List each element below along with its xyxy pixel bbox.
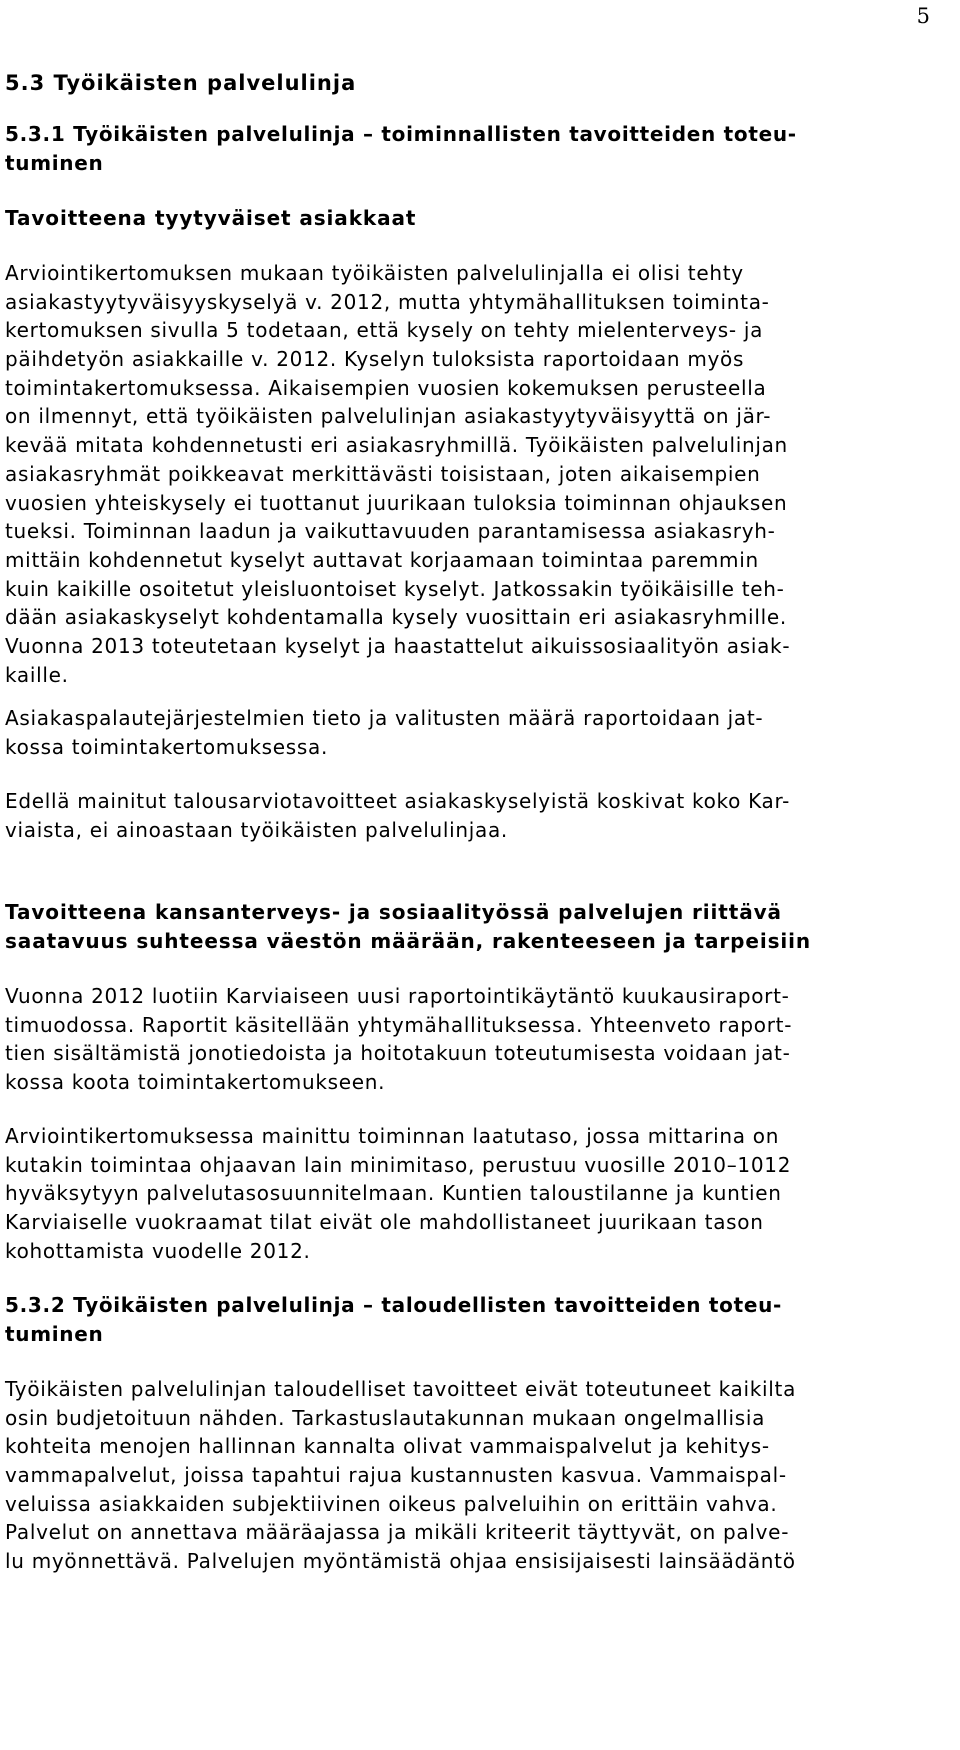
paragraph-line: veluissa asiakkaiden subjektiivinen oikeus palveluihin on erittäin vahva. [5, 1491, 778, 1516]
paragraph-line: mittäin kohdennetut kyselyt auttavat korjaamaan toimintaa paremmin [5, 547, 759, 572]
subsection-2-title-line: tuminen [5, 1322, 104, 1346]
paragraph-line: kutakin toimintaa ohjaavan lain minimitaso, perustuu vuosille 2010–1012 [5, 1152, 792, 1177]
paragraph-line: tueksi. Toiminnan laadun ja vaikuttavuuden parantamisessa asiakasryh- [5, 519, 776, 544]
goal-2-heading-line: Tavoitteena kansanterveys- ja sosiaalityössä palvelujen riittävä [5, 900, 782, 924]
paragraph-line: kossa koota toimintakertomukseen. [5, 1070, 386, 1095]
paragraph-line: Työikäisten palvelulinjan taloudelliset tavoitteet eivät toteutuneet kaikilta [5, 1377, 797, 1401]
paragraph-line: kohottamista vuodelle 2012. [5, 1238, 311, 1263]
subsection-1-title-line: 5.3.1 Työikäisten palvelulinja – toiminnallisten tavoitteiden toteu- [5, 122, 797, 146]
subsection-2-heading [5, 1291, 782, 1349]
page-number: 5 [916, 4, 930, 28]
paragraph-line: Arviointikertomuksessa mainittu toiminnan laatutaso, jossa mittarina on [5, 1124, 780, 1148]
paragraph-line: vuosien yhteiskysely ei tuottanut juurikaan tuloksia toiminnan ohjauksen [5, 490, 788, 515]
paragraph-line: Arviointikertomuksen mukaan työikäisten palvelulinjalla ei olisi tehty [5, 261, 744, 285]
paragraph-line: kevää mitata kohdennetusti eri asiakasryhmillä. Työikäisten palvelulinjan [5, 433, 788, 458]
paragraph-2 [5, 704, 763, 761]
paragraph-line: asiakastyytyväisyyskyselyä v. 2012, mutta yhtymähallituksen toiminta- [5, 289, 770, 314]
section-heading: 5.3 Työikäisten palvelulinja [5, 71, 357, 95]
paragraph-line: kuin kaikille osoitetut yleisluontoiset kyselyt. Jatkossakin työikäisille teh- [5, 576, 785, 601]
paragraph-line: kaille. [5, 662, 69, 687]
paragraph-line: Vuonna 2013 toteutetaan kyselyt ja haastattelut aikuissosiaalityön asiak- [5, 633, 791, 658]
paragraph-line: dään asiakaskyselyt kohdentamalla kysely vuosittain eri asiakasryhmille. [5, 605, 787, 630]
paragraph-line: on ilmennyt, että työikäisten palvelulinjan asiakastyytyväisyyttä on jär- [5, 404, 772, 429]
paragraph-line: osin budjetoituun nähden. Tarkastuslautakunnan mukaan ongelmallisia [5, 1405, 766, 1430]
subsection-2-title-line: 5.3.2 Työikäisten palvelulinja – taloudellisten tavoitteiden toteu- [5, 1293, 783, 1317]
paragraph-line: Karviaiselle vuokraamat tilat eivät ole mahdollistaneet juurikaan tason [5, 1210, 764, 1235]
goal-2-heading [5, 898, 811, 956]
paragraph-4 [5, 982, 792, 1097]
paragraph-line: kohteita menojen hallinnan kannalta olivat vammaispalvelut ja kehitys- [5, 1434, 770, 1459]
paragraph-1 [5, 259, 790, 689]
paragraph-line: lu myönnettävä. Palvelujen myöntämistä ohjaa ensisijaisesti lainsäädäntö [5, 1549, 796, 1574]
subsection-1-title-line: tuminen [5, 151, 104, 175]
paragraph-3 [5, 787, 790, 844]
paragraph-line: tien sisältämistä jonotiedoista ja hoitotakuun toteutumisesta voidaan jat- [5, 1041, 791, 1066]
goal-2-heading-line: saatavuus suhteessa väestön määrään, rakenteeseen ja tarpeisiin [5, 929, 812, 953]
paragraph-line: hyväksytyyn palvelutasosuunnitelmaan. Kuntien taloustilanne ja kuntien [5, 1181, 782, 1206]
paragraph-line: kertomuksen sivulla 5 todetaan, että kysely on tehty mielenterveys- ja [5, 318, 764, 343]
paragraph-line: Edellä mainitut talousarviotavoitteet asiakaskyselyistä koskivat koko Kar- [5, 789, 791, 813]
paragraph-line: Palvelut on annettava määräajassa ja mikäli kriteerit täyttyvät, on palve- [5, 1520, 790, 1545]
paragraph-line: vammapalvelut, joissa tapahtui rajua kustannusten kasvua. Vammaispal- [5, 1463, 787, 1488]
subsection-1-heading [5, 120, 797, 178]
paragraph-5 [5, 1122, 791, 1265]
goal-1-heading: Tavoitteena tyytyväiset asiakkaat [5, 206, 417, 230]
paragraph-6 [5, 1375, 796, 1576]
paragraph-line: Vuonna 2012 luotiin Karviaiseen uusi raportointikäytäntö kuukausiraport- [5, 984, 790, 1008]
paragraph-line: viaista, ei ainoastaan työikäisten palvelulinjaa. [5, 817, 508, 842]
paragraph-line: Asiakaspalautejärjestelmien tieto ja valitusten määrä raportoidaan jat- [5, 706, 764, 730]
paragraph-line: timuodossa. Raportit käsitellään yhtymähallituksessa. Yhteenveto raport- [5, 1012, 793, 1037]
paragraph-line: toimintakertomuksessa. Aikaisempien vuosien kokemuksen perusteella [5, 375, 767, 400]
paragraph-line: päihdetyön asiakkaille v. 2012. Kyselyn tuloksista raportoidaan myös [5, 347, 745, 372]
paragraph-line: kossa toimintakertomuksessa. [5, 734, 328, 759]
paragraph-line: asiakasryhmät poikkeavat merkittävästi toisistaan, joten aikaisempien [5, 461, 761, 486]
